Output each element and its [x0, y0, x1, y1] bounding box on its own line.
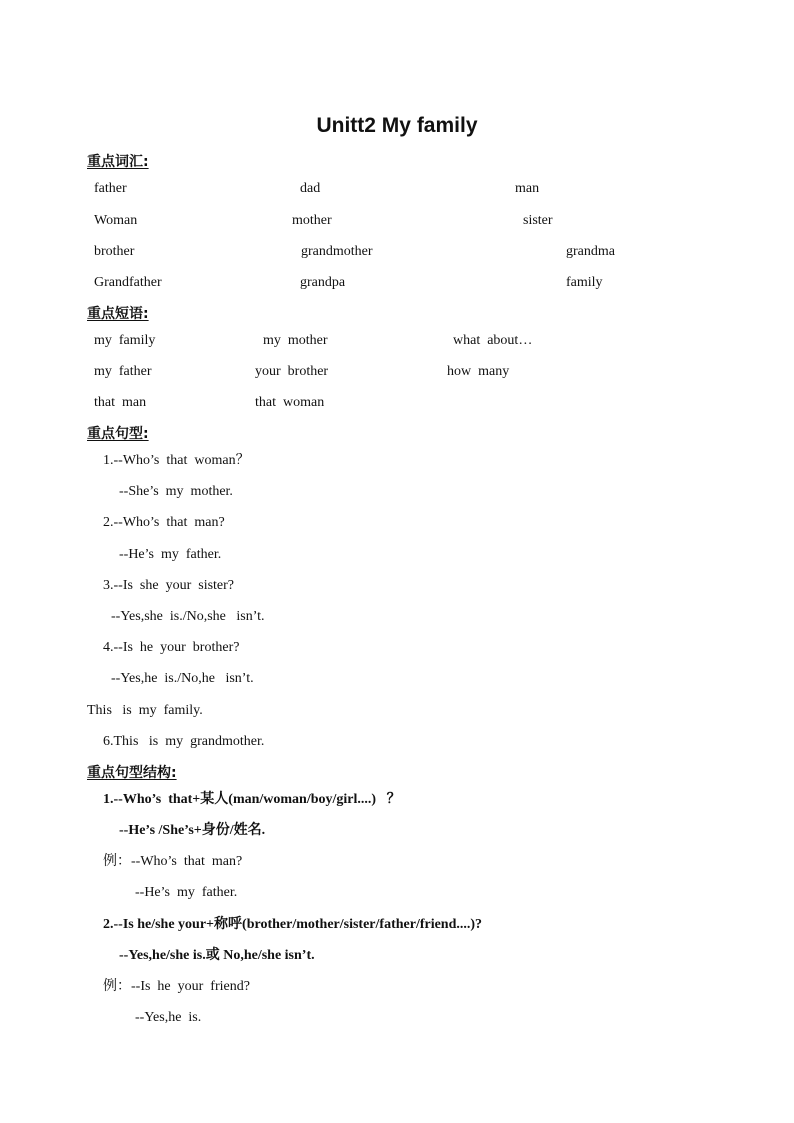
sentence-line: 3.--Is she your sister?	[103, 578, 235, 593]
sentence-line: 1.--Who’s that woman？	[103, 453, 250, 468]
vocab-word: family	[566, 275, 603, 290]
example-line: 例：--Is he your friend?	[103, 979, 250, 994]
phrase: that woman	[255, 395, 325, 410]
structure-line: --He’s /She’s+身份/姓名.	[119, 823, 266, 838]
sentence-line: 6.This is my grandmother.	[103, 734, 265, 749]
phrase: my father	[94, 364, 152, 379]
phrase: my family	[94, 333, 156, 348]
example-line: --Yes,he is.	[135, 1010, 202, 1025]
sentence-line: --Yes,he is./No,he isn’t.	[111, 671, 254, 686]
vocab-word: sister	[523, 213, 553, 228]
sentence-line: 4.--Is he your brother?	[103, 640, 240, 655]
vocab-heading: 重点词汇:	[87, 154, 149, 170]
structure-line: 2.--Is he/she your+称呼(brother/mother/sister/father/friend....)?	[103, 917, 483, 932]
vocab-word: mother	[292, 213, 332, 228]
vocab-word: brother	[94, 244, 135, 259]
phrase: what about…	[453, 333, 533, 348]
phrase: my mother	[263, 333, 328, 348]
phrase: how many	[447, 364, 510, 379]
phrase: your brother	[255, 364, 329, 379]
phrase: that man	[94, 395, 147, 410]
page-title: Unitt2 My family	[316, 114, 478, 137]
vocab-word: grandpa	[300, 275, 346, 290]
sentence-line: 2.--Who’s that man?	[103, 515, 225, 530]
structure-line: --Yes,he/she is.或 No,he/she isn’t.	[119, 948, 315, 963]
vocab-word: Woman	[94, 213, 138, 228]
phrases-heading: 重点短语:	[87, 306, 149, 322]
sentence-line: This is my family.	[87, 703, 203, 718]
vocab-word: man	[515, 181, 540, 196]
sentence-line: --He’s my father.	[119, 547, 222, 562]
vocab-word: father	[94, 181, 127, 196]
vocab-word: dad	[300, 181, 321, 196]
vocab-word: grandmother	[301, 244, 373, 259]
sentence-line: --She’s my mother.	[119, 484, 233, 499]
sentence-line: --Yes,she is./No,she isn’t.	[111, 609, 265, 624]
example-line: --He’s my father.	[135, 885, 238, 900]
structure-line: 1.--Who’s that+某人(man/woman/boy/girl....) ？	[103, 792, 401, 807]
sentences-heading: 重点句型:	[87, 426, 149, 442]
vocab-word: grandma	[566, 244, 615, 259]
structures-heading: 重点句型结构:	[87, 765, 177, 781]
example-line: 例：--Who’s that man?	[103, 854, 243, 869]
vocab-word: Grandfather	[94, 275, 162, 290]
